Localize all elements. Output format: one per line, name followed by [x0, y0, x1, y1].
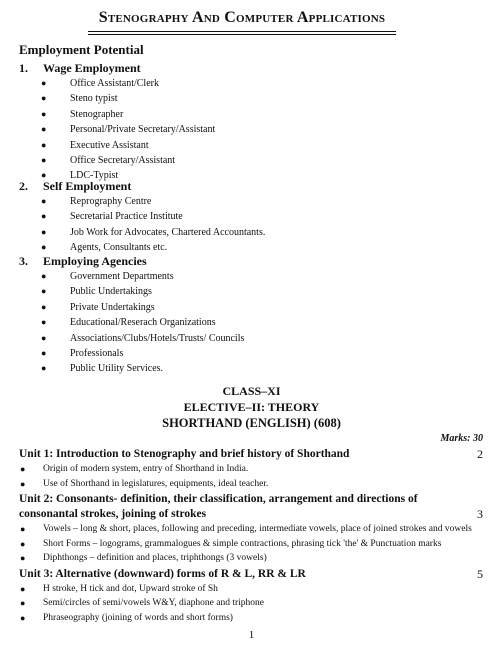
unit-item: ● Semi/circles of semi/vowels W&Y, diaphone and triphone — [19, 596, 483, 611]
bullet-icon: ● — [41, 242, 47, 253]
list-item: ● Office Secretary/Assistant — [19, 153, 489, 168]
unit-item: ● Vowels – long & short, places, following and preceding, intermediate vowels, place of joined strokes and vowels — [19, 522, 483, 537]
class-heading: CLASS–XI — [222, 384, 281, 398]
employment-group-wage — [19, 60, 489, 184]
bullet-icon: ● — [20, 464, 26, 474]
list-item: ● Private Undertakings — [19, 300, 489, 315]
unit-heading — [19, 567, 483, 582]
group-title: Self Employment — [43, 179, 132, 193]
marks-label: Marks: 30 — [440, 433, 483, 444]
bullet-icon: ● — [41, 139, 47, 150]
list-item: ● Reprography Centre — [19, 194, 489, 209]
unit-item: ● Origin of modern system, entry of Shorthand in India. — [19, 462, 483, 477]
list-item: ● Professionals — [19, 346, 489, 361]
bullet-icon: ● — [41, 211, 47, 222]
page-number: 1 — [248, 629, 255, 641]
bullet-icon: ● — [41, 332, 47, 343]
list-item: ● Personal/Private Secretary/Assistant — [19, 122, 489, 137]
bullet-icon: ● — [41, 226, 47, 237]
list-item: ● Job Work for Advocates, Chartered Accountants. — [19, 225, 489, 240]
unit-item: ● Diphthongs – definition and places, triphthongs (3 vowels) — [19, 551, 483, 566]
unit-title: Unit 2: Consonants- definition, their classification, arrangement and directions of consonantal strokes, joining of strokes — [19, 493, 418, 520]
bullet-icon: ● — [20, 583, 26, 594]
list-item: ● Stenographer — [19, 107, 489, 122]
unit-marks: 2 — [477, 447, 483, 461]
employment-group-self — [19, 178, 489, 256]
group-number: 2. — [19, 179, 28, 193]
unit-marks: 3 — [477, 507, 483, 521]
list-item: ● Public Utility Services. — [19, 361, 489, 376]
header-title: Stenography And Computer Applications — [88, 9, 396, 32]
employment-group-agencies — [19, 253, 489, 377]
unit-heading — [19, 492, 483, 522]
list-item: ● Office Assistant/Clerk — [19, 76, 489, 91]
bullet-icon: ● — [41, 93, 47, 104]
unit-item: ● Short Forms – logograms, grammalogues & simple contractions, phrasing tick 'the' & Punctuation marks — [19, 537, 483, 552]
bullet-icon: ● — [20, 538, 26, 549]
unit-item: ● H stroke, H tick and dot, Upward stroke of Sh — [19, 582, 483, 597]
bullet-icon: ● — [20, 553, 26, 563]
list-item: ● Steno typist — [19, 91, 489, 106]
bullet-icon: ● — [41, 108, 47, 119]
group-heading — [19, 178, 489, 194]
group-heading — [19, 253, 489, 269]
bullet-icon: ● — [41, 347, 47, 358]
list-item: ● Public Undertakings — [19, 284, 489, 299]
group-number: 3. — [19, 254, 28, 268]
bullet-icon: ● — [41, 170, 47, 181]
bullet-icon: ● — [41, 78, 47, 88]
bullet-icon: ● — [41, 317, 47, 328]
bullet-icon: ● — [41, 301, 47, 312]
group-title: Employing Agencies — [43, 254, 147, 268]
unit-title: Unit 1: Introduction to Stenography and brief history of Shorthand — [19, 448, 350, 460]
list-item: ● LDC-Typist — [19, 168, 489, 183]
group-title: Wage Employment — [43, 61, 141, 75]
bullet-icon: ● — [41, 124, 47, 135]
units-section — [19, 447, 483, 625]
elective-heading: ELECTIVE–II: THEORY — [183, 400, 320, 414]
unit-marks: 5 — [477, 566, 483, 581]
unit-heading — [19, 447, 483, 462]
bullet-icon: ● — [41, 286, 47, 297]
bullet-icon: ● — [20, 478, 26, 489]
list-item: ● Agents, Consultants etc. — [19, 240, 489, 255]
list-item: ● Educational/Reserach Organizations — [19, 315, 489, 330]
bullet-icon: ● — [41, 271, 47, 281]
bullet-icon: ● — [41, 154, 47, 165]
bullet-icon: ● — [20, 598, 26, 608]
unit-item: ● Use of Shorthand in legislatures, equipments, ideal teacher. — [19, 477, 483, 492]
bullet-icon: ● — [20, 524, 26, 534]
group-number: 1. — [19, 61, 28, 75]
unit-item: ● Phraseography (joining of words and short forms) — [19, 611, 483, 626]
group-heading — [19, 60, 489, 76]
bullet-icon: ● — [41, 196, 47, 206]
bullet-icon: ● — [20, 612, 26, 623]
list-item: ● Government Departments — [19, 269, 489, 284]
list-item: ● Executive Assistant — [19, 138, 489, 153]
running-header — [88, 9, 396, 35]
list-item: ● Secretarial Practice Institute — [19, 209, 489, 224]
employment-title: Employment Potential — [19, 42, 144, 57]
bullet-icon: ● — [41, 363, 47, 374]
unit-title: Unit 3: Alternative (downward) forms of R & L, RR & LR — [19, 567, 306, 580]
list-item: ● Associations/Clubs/Hotels/Trusts/ Councils — [19, 331, 489, 346]
subject-heading: SHORTHAND (ENGLISH) (608) — [162, 416, 341, 430]
header-rule — [88, 32, 396, 35]
